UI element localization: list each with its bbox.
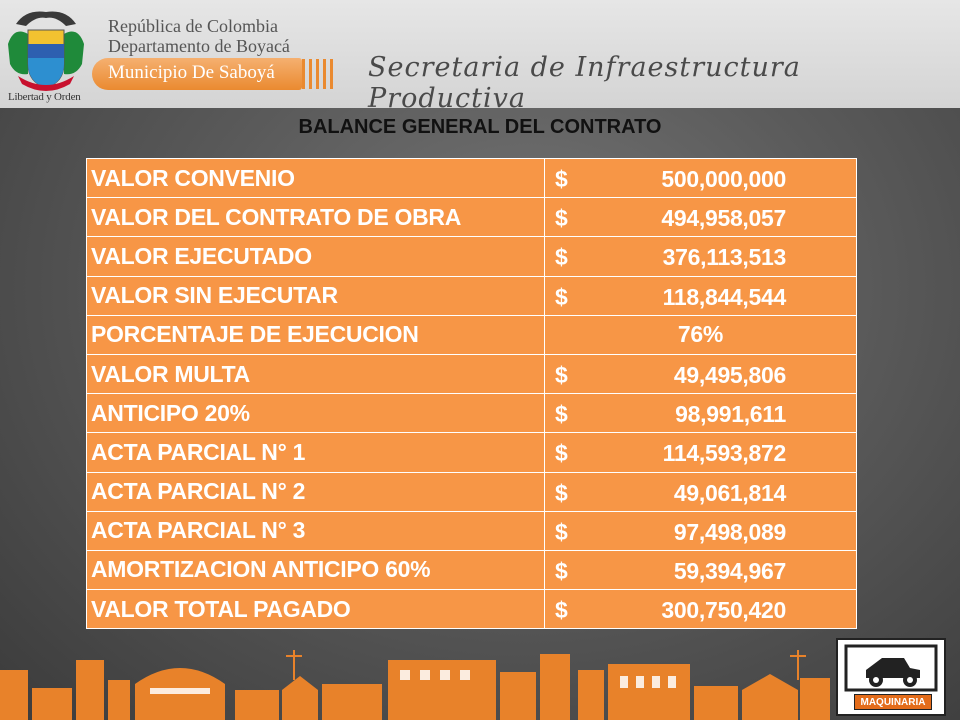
row-value: 494,958,057 — [661, 205, 786, 232]
currency-symbol: $ — [555, 283, 568, 310]
country-label: República de Colombia — [108, 16, 278, 36]
row-value-cell — [545, 394, 857, 433]
table-row — [87, 276, 857, 315]
currency-symbol: $ — [555, 244, 568, 271]
table-row — [87, 394, 857, 433]
table-row — [87, 590, 857, 629]
row-value-cell — [545, 472, 857, 511]
table-row — [87, 237, 857, 276]
table-row — [87, 159, 857, 198]
stripes-icon — [300, 56, 340, 92]
row-label: VALOR MULTA — [87, 354, 545, 393]
currency-symbol: $ — [555, 166, 568, 192]
maquinaria-label: MAQUINARIA — [854, 694, 932, 710]
table-row — [87, 198, 857, 237]
row-value: 114,593,872 — [662, 440, 786, 467]
currency-symbol: $ — [555, 557, 568, 584]
row-value-cell — [545, 159, 857, 198]
row-label: VALOR SIN EJECUTAR — [87, 276, 545, 315]
row-label: VALOR DEL CONTRATO DE OBRA — [87, 198, 545, 237]
currency-symbol: $ — [555, 401, 568, 428]
row-value-cell — [545, 433, 857, 472]
table-row — [87, 315, 857, 354]
row-value: 118,844,544 — [662, 283, 786, 310]
row-value-cell — [545, 550, 857, 589]
row-value: 49,495,806 — [673, 361, 786, 388]
currency-symbol: $ — [555, 479, 568, 506]
row-value: 376,113,513 — [662, 244, 786, 271]
row-label: PORCENTAJE DE EJECUCION — [87, 315, 545, 354]
currency-symbol: $ — [555, 440, 568, 467]
row-value-cell — [545, 276, 857, 315]
row-value: 49,061,814 — [673, 479, 786, 506]
row-value-cell — [545, 354, 857, 393]
table-row — [87, 433, 857, 472]
currency-symbol: $ — [555, 205, 568, 232]
balance-table — [86, 158, 857, 629]
row-value-cell — [545, 590, 857, 629]
row-value-cell — [545, 198, 857, 237]
row-label: AMORTIZACION ANTICIPO 60% — [87, 550, 545, 589]
row-label: ACTA PARCIAL N° 3 — [87, 511, 545, 550]
row-value-cell — [545, 237, 857, 276]
row-label: VALOR EJECUTADO — [87, 237, 545, 276]
table-row — [87, 511, 857, 550]
row-value: 300,750,420 — [661, 597, 786, 624]
maquinaria-badge — [836, 638, 946, 716]
table-row — [87, 472, 857, 511]
table-row — [87, 354, 857, 393]
table-row — [87, 550, 857, 589]
currency-symbol: $ — [555, 597, 568, 624]
row-label: ACTA PARCIAL N° 2 — [87, 472, 545, 511]
row-value: 500,000,000 — [661, 166, 786, 192]
row-value: 98,991,611 — [675, 401, 786, 428]
row-value: 76% — [545, 315, 857, 354]
row-label: VALOR TOTAL PAGADO — [87, 590, 545, 629]
row-label: VALOR CONVENIO — [87, 159, 545, 198]
row-label: ANTICIPO 20% — [87, 394, 545, 433]
page-title: BALANCE GENERAL DEL CONTRATO — [298, 116, 662, 138]
town-skyline-icon — [0, 640, 830, 720]
tractor-icon — [838, 640, 944, 692]
motto-text: Libertad y Orden — [8, 91, 81, 103]
currency-symbol: $ — [555, 518, 568, 545]
row-value: 59,394,967 — [673, 557, 786, 584]
row-label: ACTA PARCIAL N° 1 — [87, 433, 545, 472]
department-label: Departamento de Boyacá — [108, 36, 290, 56]
municipality-label: Municipio De Saboyá — [92, 58, 302, 90]
currency-symbol: $ — [555, 361, 568, 388]
coat-of-arms-icon — [6, 4, 86, 104]
office-title: Secretaria de Infraestructura Productiva — [368, 52, 801, 114]
row-value: 97,498,089 — [673, 518, 786, 545]
row-value-cell — [545, 511, 857, 550]
